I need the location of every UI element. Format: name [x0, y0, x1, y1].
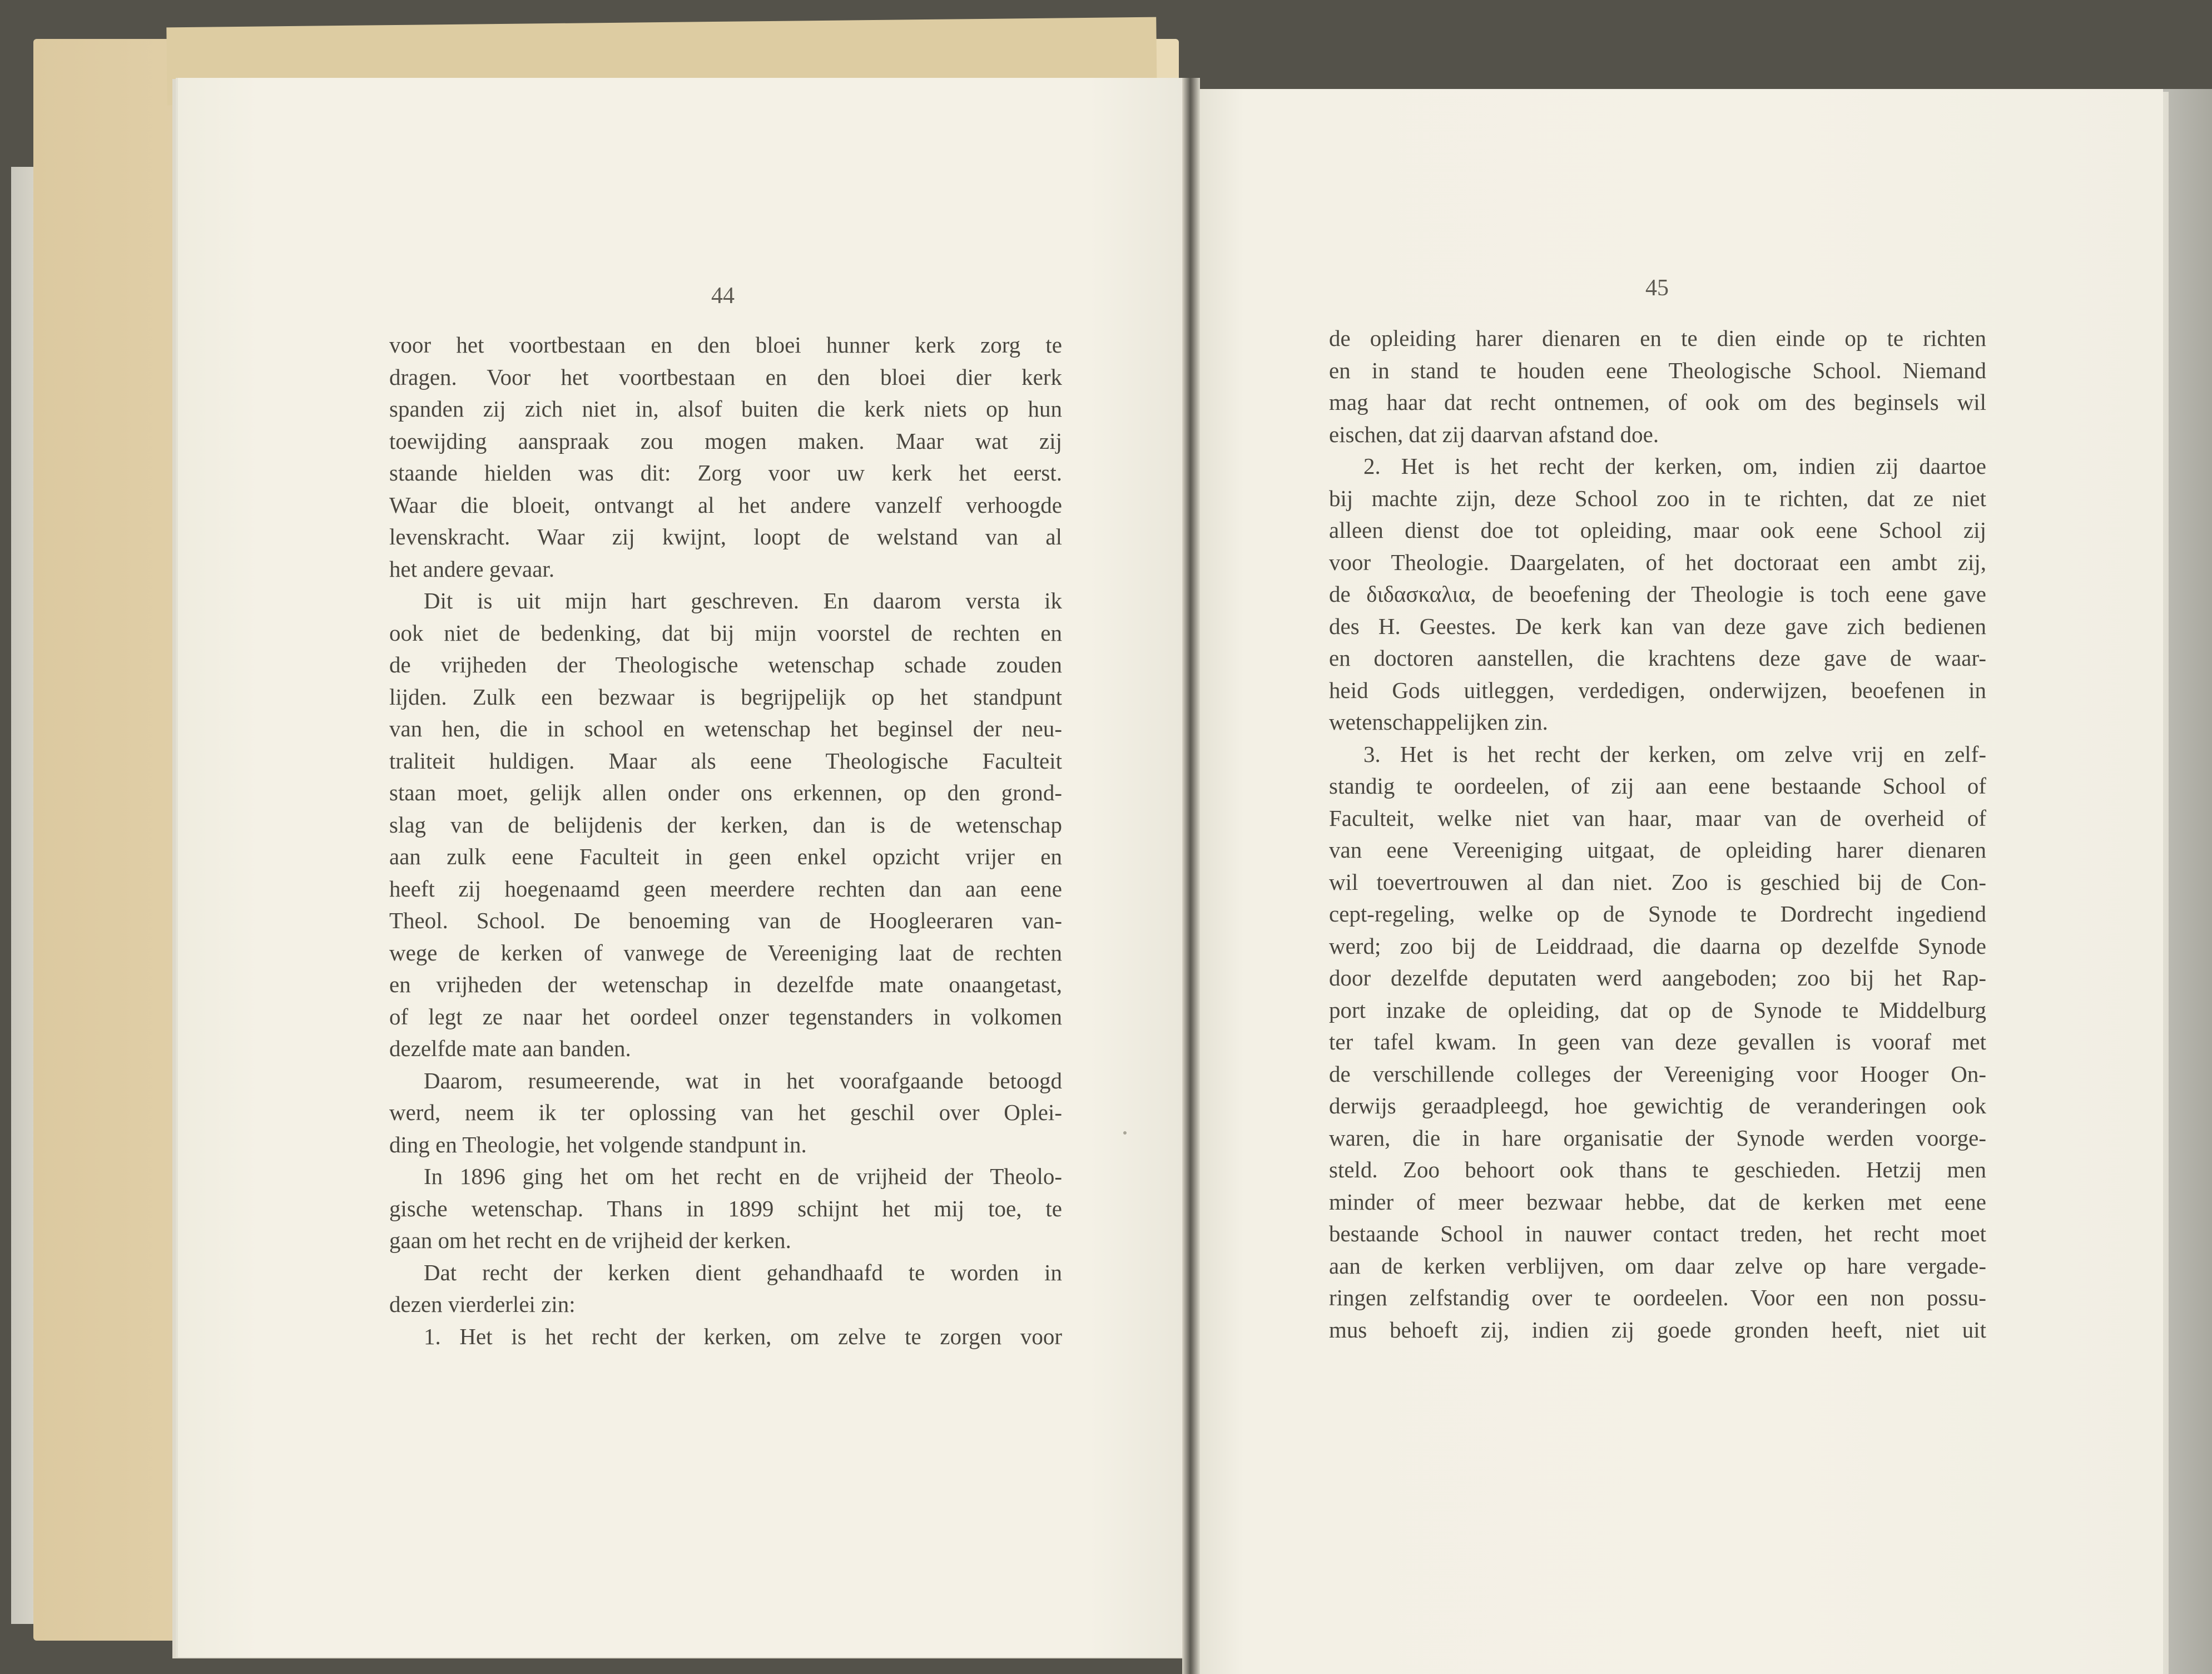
text-line: bij machte zijn, deze School zoo in te richten, dat ze niet [1329, 485, 1986, 511]
text-line: lijden. Zulk een bezwaar is begrijpelijk op het standpunt [389, 684, 1062, 710]
text-line: aan zulk eene Faculteit in geen enkel opzicht vrijer en [389, 844, 1062, 869]
paper-speck [1123, 1131, 1127, 1135]
text-line: en doctoren aanstellen, die krachtens deze gave de waar- [1329, 645, 1986, 671]
text-line: voor Theologie. Daargelaten, of het doctoraat een ambt zij, [1329, 549, 1986, 575]
text-line: wege de kerken of vanwege de Vereeniging laat de rechten [389, 939, 1062, 965]
text-line: heid Gods uitleggen, verdedigen, onderwijzen, beoefenen in [1329, 677, 1986, 703]
text-line: ringen zelfstandig over te oordeelen. Voor een non possu- [1329, 1285, 1986, 1310]
cover-board-edge [2163, 89, 2212, 1674]
text-line: Daarom, resumeerende, wat in het voorafgaande betoogd [424, 1067, 1062, 1093]
text-line: en vrijheden der wetenschap in dezelfde mate onaangetast, [389, 972, 1062, 997]
text-line: werd, neem ik ter oplossing van het geschil over Oplei- [389, 1100, 1062, 1125]
text-line: wetenschappelijken zin. [1329, 709, 1548, 735]
text-line: toewijding aanspraak zou mogen maken. Maar wat zij [389, 428, 1062, 454]
text-line: derwijs geraadpleegd, hoe gewichtig de veranderingen ook [1329, 1093, 1986, 1118]
text-line: In 1896 ging het om het recht en de vrijheid der Theolo- [424, 1163, 1062, 1189]
text-line: bestaande School in nauwer contact treden, het recht moet [1329, 1221, 1986, 1246]
text-line: mag haar dat recht ontnemen, of ook om des beginsels wil [1329, 389, 1986, 415]
text-line: door dezelfde deputaten werd aangeboden; zoo bij het Rap- [1329, 965, 1986, 990]
text-line: Dat recht der kerken dient gehandhaafd te worden in [424, 1259, 1062, 1285]
text-line: ook niet de bedenking, dat bij mijn voorstel de rechten en [389, 620, 1062, 646]
text-line: wil toevertrouwen al dan niet. Zoo is geschied bij de Con- [1329, 869, 1986, 895]
text-line: spanden zij zich niet in, alsof buiten die kerk niets op hun [389, 396, 1062, 422]
text-line: voor het voortbestaan en den bloei hunner kerk zorg te [389, 332, 1062, 358]
text-line: alleen dienst doe tot opleiding, maar ook eene School zij [1329, 517, 1986, 543]
text-line: de opleiding harer dienaren en te dien einde op te richten [1329, 325, 1986, 351]
text-line: Dit is uit mijn hart geschreven. En daarom versta ik [424, 588, 1062, 613]
page-number-left: 44 [711, 283, 735, 309]
text-line: waren, die in hare organisatie der Synode werden voorge- [1329, 1125, 1986, 1151]
text-line: steld. Zoo behoort ook thans te geschieden. Hetzij men [1329, 1157, 1986, 1182]
text-line: 1. Het is het recht der kerken, om zelve te zorgen voor [424, 1323, 1062, 1349]
right-page-text [1329, 323, 1986, 1346]
text-line: dezen vierderlei zin: [389, 1291, 576, 1317]
text-line: staande hielden was dit: Zorg voor uw kerk het eerst. [389, 460, 1062, 486]
text-line: des H. Geestes. De kerk kan van deze gave zich bedienen [1329, 613, 1986, 639]
text-line: en in stand te houden eene Theologische School. Niemand [1329, 357, 1986, 383]
book-gutter [1182, 78, 1200, 1674]
text-line: de διδασκαλια, de beoefening der Theologie is toch eene gave [1329, 581, 1986, 607]
text-line: Faculteit, welke niet van haar, maar van de overheid of [1329, 805, 1986, 831]
text-line: gische wetenschap. Thans in 1899 schijnt het mij toe, te [389, 1195, 1062, 1221]
text-line: het andere gevaar. [389, 556, 555, 582]
text-line: port inzake de opleiding, dat op de Synode te Middelburg [1329, 997, 1986, 1023]
text-line: minder of meer bezwaar hebbe, dat de kerken met eene [1329, 1188, 1986, 1215]
left-page-text [389, 329, 1062, 1353]
text-line: 2. Het is het recht der kerken, om, indien zij daartoe [1363, 453, 1986, 479]
text-line: of legt ze naar het oordeel onzer tegenstanders in volkomen [389, 1003, 1062, 1029]
text-line: Theol. School. De benoeming van de Hoogleeraren van- [389, 908, 1062, 933]
text-line: dezelfde mate aan banden. [389, 1036, 631, 1061]
page-number-right: 45 [1645, 275, 1669, 301]
text-line: de vrijheden der Theologische wetenschap schade zouden [389, 652, 1062, 677]
text-line: eischen, dat zij daarvan afstand doe. [1329, 421, 1659, 447]
text-line: standig te oordeelen, of zij aan eene bestaande School of [1329, 773, 1986, 799]
text-line: heeft zij hoegenaamd geen meerdere rechten dan aan eene [389, 875, 1062, 902]
text-line: ter tafel kwam. In geen van deze gevallen is vooraf met [1329, 1029, 1986, 1054]
text-line: cept-regeling, welke op de Synode te Dordrecht ingediend [1329, 901, 1986, 927]
text-line: staan moet, gelijk allen onder ons erkennen, op den grond- [389, 780, 1062, 805]
text-line: gaan om het recht en de vrijheid der kerken. [389, 1227, 791, 1253]
text-line: Waar die bloeit, ontvangt al het andere vanzelf verhoogde [389, 492, 1062, 518]
text-line: ding en Theologie, het volgende standpunt in. [389, 1131, 807, 1157]
text-line: de verschillende colleges der Vereeniging voor Hooger On- [1329, 1061, 1986, 1087]
text-line: werd; zoo bij de Leiddraad, die daarna op dezelfde Synode [1329, 933, 1986, 959]
text-line: traliteit huldigen. Maar als eene Theologische Faculteit [389, 747, 1062, 774]
text-line: van hen, die in school en wetenschap het beginsel der neu- [389, 716, 1062, 741]
text-line: aan de kerken verblijven, om daar zelve op hare vergade- [1329, 1252, 1986, 1279]
text-line: slag van de belijdenis der kerken, dan is de wetenschap [389, 811, 1062, 838]
text-line: mus behoeft zij, indien zij goede gronden heeft, niet uit [1329, 1316, 1986, 1343]
text-line: van eene Vereeniging uitgaat, de opleiding harer dienaren [1329, 837, 1986, 863]
text-line: levenskracht. Waar zij kwijnt, loopt de welstand van al [389, 524, 1062, 549]
text-line: 3. Het is het recht der kerken, om zelve vrij en zelf- [1363, 741, 1986, 767]
text-line: dragen. Voor het voortbestaan en den bloei dier kerk [389, 364, 1062, 390]
